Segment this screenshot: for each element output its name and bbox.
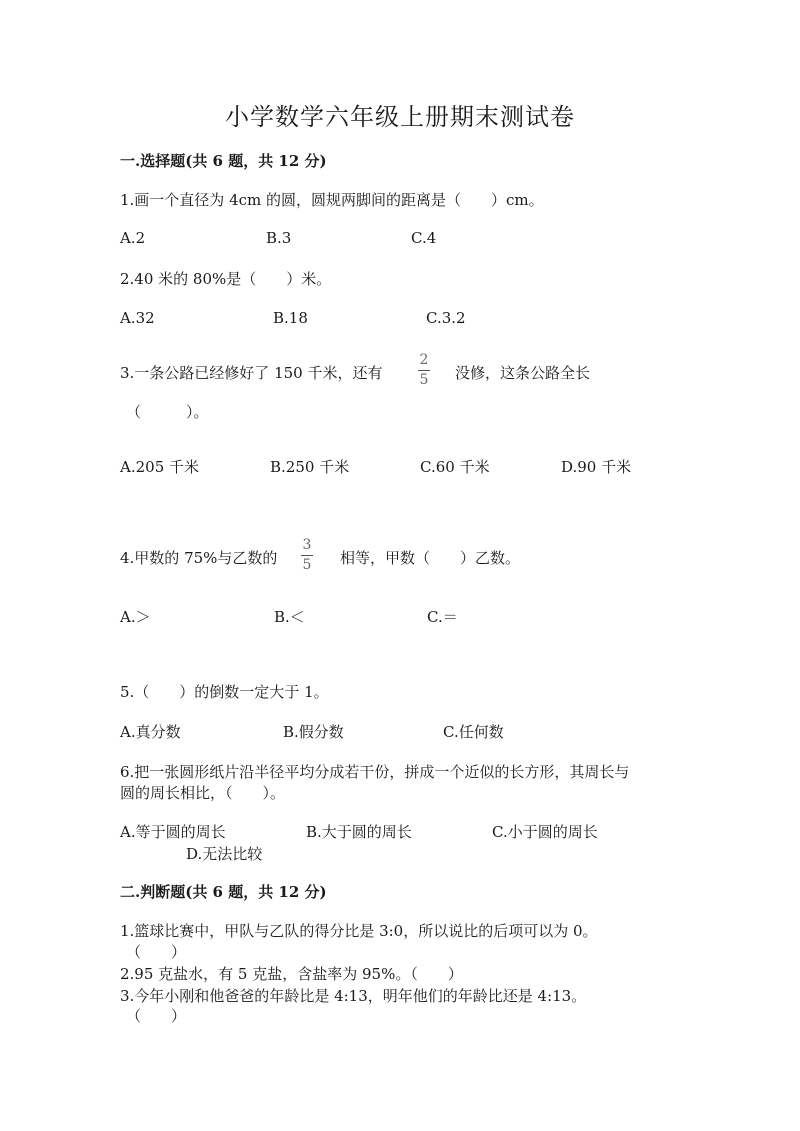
question-5-option-a: A.真分数 bbox=[120, 723, 181, 741]
question-3-blank: （ ）。 bbox=[126, 403, 209, 421]
fraction-numerator: 2 bbox=[419, 352, 429, 368]
question-1-text: 1.画一个直径为 4cm 的圆，圆规两脚间的距离是（ ）cm。 bbox=[120, 191, 544, 209]
question-3-option-d: D.90 千米 bbox=[561, 458, 632, 476]
question-6-option-c: C.小于圆的周长 bbox=[492, 823, 598, 841]
question-5-option-b: B.假分数 bbox=[283, 723, 344, 741]
question-4-fraction bbox=[301, 537, 313, 574]
judge-3-text: 3.今年小刚和他爸爸的年龄比是 4:13，明年他们的年龄比还是 4:13。 bbox=[120, 987, 587, 1005]
question-3-option-a: A.205 千米 bbox=[120, 458, 199, 476]
question-6-text-line1: 6.把一张圆形纸片沿半径平均分成若干份，拼成一个近似的长方形，其周长与 bbox=[120, 763, 630, 781]
question-4-text-start: 4.甲数的 75%与乙数的 bbox=[120, 549, 278, 567]
fraction-numerator: 3 bbox=[302, 537, 312, 553]
question-5-option-c: C.任何数 bbox=[443, 723, 504, 741]
question-4-text-end: 相等，甲数（ ）乙数。 bbox=[340, 549, 521, 567]
question-3-fraction bbox=[418, 352, 430, 389]
question-2-option-b: B.18 bbox=[273, 309, 308, 327]
question-1-option-c: C.4 bbox=[411, 229, 437, 247]
question-3-option-b: B.250 千米 bbox=[270, 458, 350, 476]
question-3-text-start: 3.一条公路已经修好了 150 千米，还有 bbox=[120, 364, 383, 382]
question-2-option-a: A.32 bbox=[120, 309, 155, 327]
question-1-option-a: A.2 bbox=[120, 229, 146, 247]
question-6-option-b: B.大于圆的周长 bbox=[306, 823, 412, 841]
question-3-option-c: C.60 千米 bbox=[420, 458, 490, 476]
fraction-denominator: 5 bbox=[302, 557, 312, 573]
judge-3-blank: （ ） bbox=[126, 1007, 187, 1025]
judge-2-text: 2.95 克盐水，有 5 克盐，含盐率为 95%。（ ） bbox=[120, 965, 463, 983]
question-2-text: 2.40 米的 80%是（ ）米。 bbox=[120, 270, 332, 288]
page-title: 小学数学六年级上册期末测试卷 bbox=[225, 103, 575, 131]
section-heading-choice: 一.选择题(共 6 题，共 12 分) bbox=[120, 152, 327, 170]
fraction-bar bbox=[301, 555, 313, 556]
judge-1-text: 1.篮球比赛中，甲队与乙队的得分比是 3:0，所以说比的后项可以为 0。 bbox=[120, 922, 598, 940]
section-heading-true-false: 二.判断题(共 6 题，共 12 分) bbox=[120, 883, 327, 901]
question-5-text: 5.（ ）的倒数一定大于 1。 bbox=[120, 683, 329, 701]
question-6-option-d: D.无法比较 bbox=[186, 845, 263, 863]
question-4-option-b: B.＜ bbox=[274, 608, 305, 626]
fraction-denominator: 5 bbox=[419, 372, 429, 388]
judge-1-blank: （ ） bbox=[126, 943, 187, 961]
question-4-option-c: C.＝ bbox=[427, 608, 458, 626]
question-2-option-c: C.3.2 bbox=[426, 309, 466, 327]
question-4-option-a: A.＞ bbox=[120, 608, 151, 626]
question-3-text-end: 没修，这条公路全长 bbox=[455, 364, 591, 382]
question-6-text-line2: 圆的周长相比，（ ）。 bbox=[120, 784, 286, 802]
question-1-option-b: B.3 bbox=[266, 229, 292, 247]
fraction-bar bbox=[418, 370, 430, 371]
question-6-option-a: A.等于圆的周长 bbox=[120, 823, 226, 841]
